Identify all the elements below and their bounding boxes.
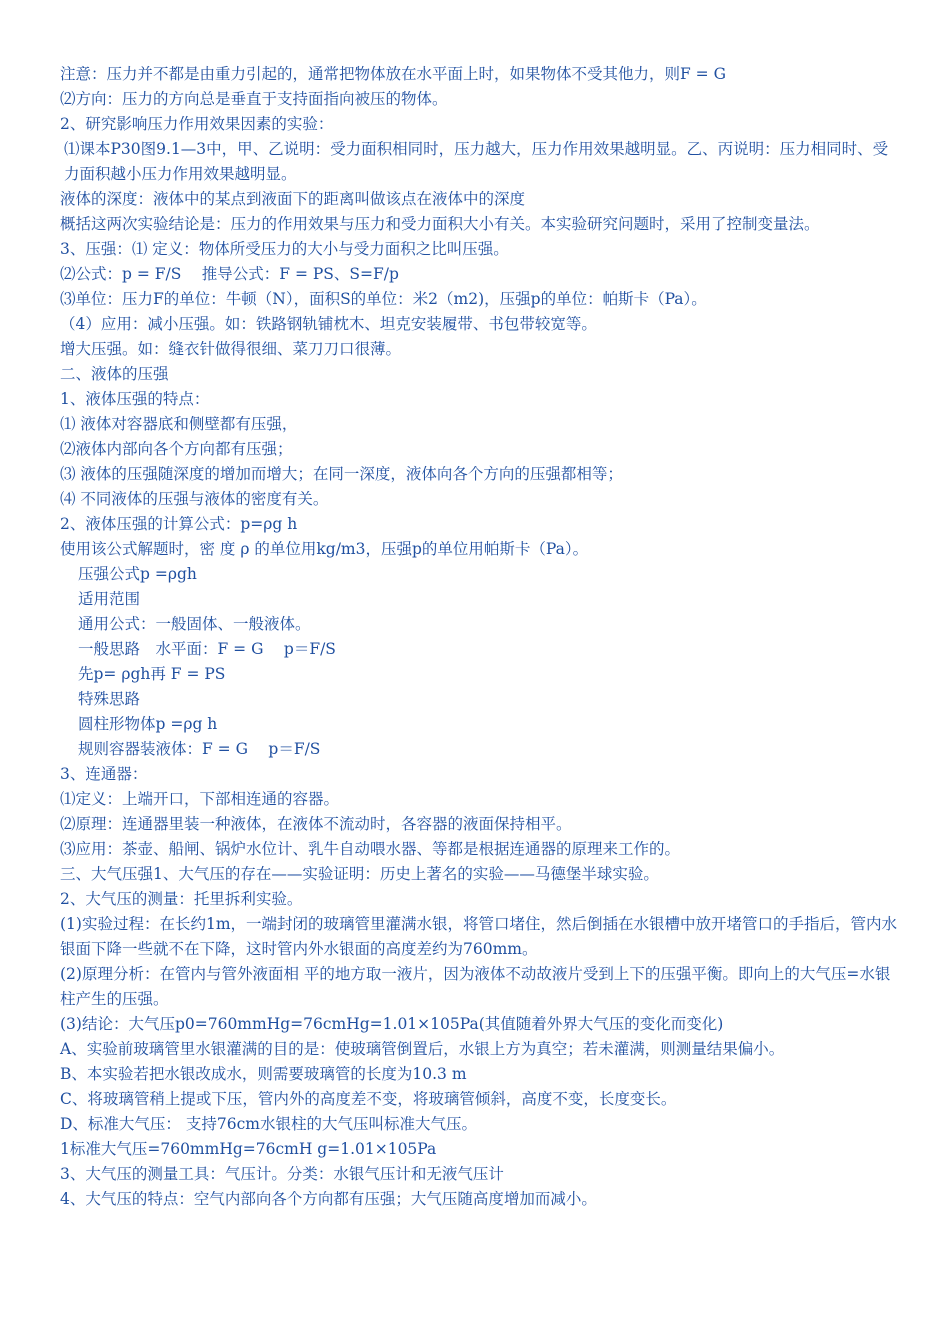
text-line: ⑵液体内部向各个方向都有压强；: [60, 440, 293, 458]
section-heading: 三、大气压强1、大气压的存在——实验证明：历史上著名的实验——马德堡半球实验。: [60, 865, 659, 883]
text-line: ⑶单位：压力F的单位：牛顿（N），面积S的单位：米2（m2)，压强p的单位：帕斯卡（Pa）。: [60, 290, 707, 308]
text-line: 一般思路 水平面：F = G p＝F/S: [78, 640, 336, 658]
text-line: 压强公式p =ρgh: [78, 565, 197, 583]
text-line: （4）应用：减小压强。如：铁路钢轨铺枕木、坦克安装履带、书包带较宽等。: [60, 315, 597, 333]
text-line: 2、大气压的测量：托里拆利实验。: [60, 890, 303, 908]
text-line: (2)原理分析：在管内与管外液面相 平的地方取一液片，因为液体不动故液片受到上下的压强平衡。即向上的大气压=水银柱产生的压强。: [60, 965, 891, 1008]
text-line: 先p= ρgh再 F = PS: [78, 665, 226, 683]
text-line: 概括这两次实验结论是：压力的作用效果与压力和受力面积大小有关。本实验研究问题时，采用了控制变量法。: [60, 215, 820, 233]
text-line: ⑴ 液体对容器底和侧壁都有压强，: [60, 415, 298, 433]
text-line: 4、大气压的特点：空气内部向各个方向都有压强；大气压随高度增加而减小。: [60, 1190, 597, 1208]
text-line: ⑵原理：连通器里装一种液体，在液体不流动时，各容器的液面保持相平。: [60, 815, 572, 833]
text-line: 2、研究影响压力作用效果因素的实验：: [60, 115, 334, 133]
text-line: 特殊思路: [78, 690, 141, 708]
text-line: 规则容器装液体：F = G p＝F/S: [78, 740, 321, 758]
text-line: B、本实验若把水银改成水，则需要玻璃管的长度为10.3 m: [60, 1065, 467, 1083]
text-line: ⑵方向：压力的方向总是垂直于支持面指向被压的物体。: [60, 90, 448, 108]
text-line: ⑵公式：p = F/S 推导公式：F = PS、S=F/p: [60, 265, 399, 283]
text-line: 适用范围: [78, 590, 141, 608]
text-line: ⑷ 不同液体的压强与液体的密度有关。: [60, 490, 329, 508]
text-line: D、标准大气压： 支持76cm水银柱的大气压叫标准大气压。: [60, 1115, 477, 1133]
text-line: 使用该公式解题时，密 度 ρ 的单位用kg/m3，压强p的单位用帕斯卡（Pa）。: [60, 540, 589, 558]
text-line: 注意：压力并不都是由重力引起的，通常把物体放在水平面上时，如果物体不受其他力，则F = G: [60, 65, 726, 83]
text-line: ⑶应用：茶壶、船闸、锅炉水位计、乳牛自动喂水器、等都是根据连通器的原理来工作的。: [60, 840, 681, 858]
text-line: 3、压强：⑴ 定义：物体所受压力的大小与受力面积之比叫压强。: [60, 240, 509, 258]
text-line: 圆柱形物体p =ρg h: [78, 715, 218, 733]
text-line: A、实验前玻璃管里水银灌满的目的是：使玻璃管倒置后，水银上方为真空；若未灌满，则测量结果偏小。: [60, 1040, 785, 1058]
text-line: 3、大气压的测量工具：气压计。分类：水银气压计和无液气压计: [60, 1165, 504, 1183]
text-line: C、将玻璃管稍上提或下压，管内外的高度差不变，将玻璃管倾斜，高度不变，长度变长。: [60, 1090, 677, 1108]
text-line: ⑴课本P30图9.1—3中，甲、乙说明：受力面积相同时，压力越大，压力作用效果越明显。乙、丙说明：压力相同时、受力面积越小压力作用效果越明显。: [64, 140, 889, 183]
text-line: 2、液体压强的计算公式：p=ρg h: [60, 515, 298, 533]
text-line: ⑶ 液体的压强随深度的增加而增大；在同一深度，液体向各个方向的压强都相等；: [60, 465, 623, 483]
text-line: ⑴定义：上端开口，下部相连通的容器。: [60, 790, 340, 808]
text-line: 通用公式：一般固体、一般液体。: [78, 615, 311, 633]
text-line: 1、液体压强的特点：: [60, 390, 210, 408]
text-line: 1标准大气压=760mmHg=76cmH g=1.01×105Pa: [60, 1140, 437, 1158]
document-body: [60, 62, 900, 1212]
text-line: 3、连通器：: [60, 765, 148, 783]
text-line: 增大压强。如：缝衣针做得很细、菜刀刀口很薄。: [60, 340, 402, 358]
text-line: 液体的深度：液体中的某点到液面下的距离叫做该点在液体中的深度: [60, 190, 526, 208]
section-heading: 二、液体的压强: [60, 365, 169, 383]
text-line: (1)实验过程：在长约1m，一端封闭的玻璃管里灌满水银，将管口堵住，然后倒插在水银槽中放开堵管口的手指后，管内水银面下降一些就不在下降，这时管内外水银面的高度差约为760mm。: [60, 915, 898, 958]
text-line: (3)结论：大气压p0=760mmHg=76cmHg=1.01×105Pa(其值随着外界大气压的变化而变化): [60, 1015, 724, 1033]
